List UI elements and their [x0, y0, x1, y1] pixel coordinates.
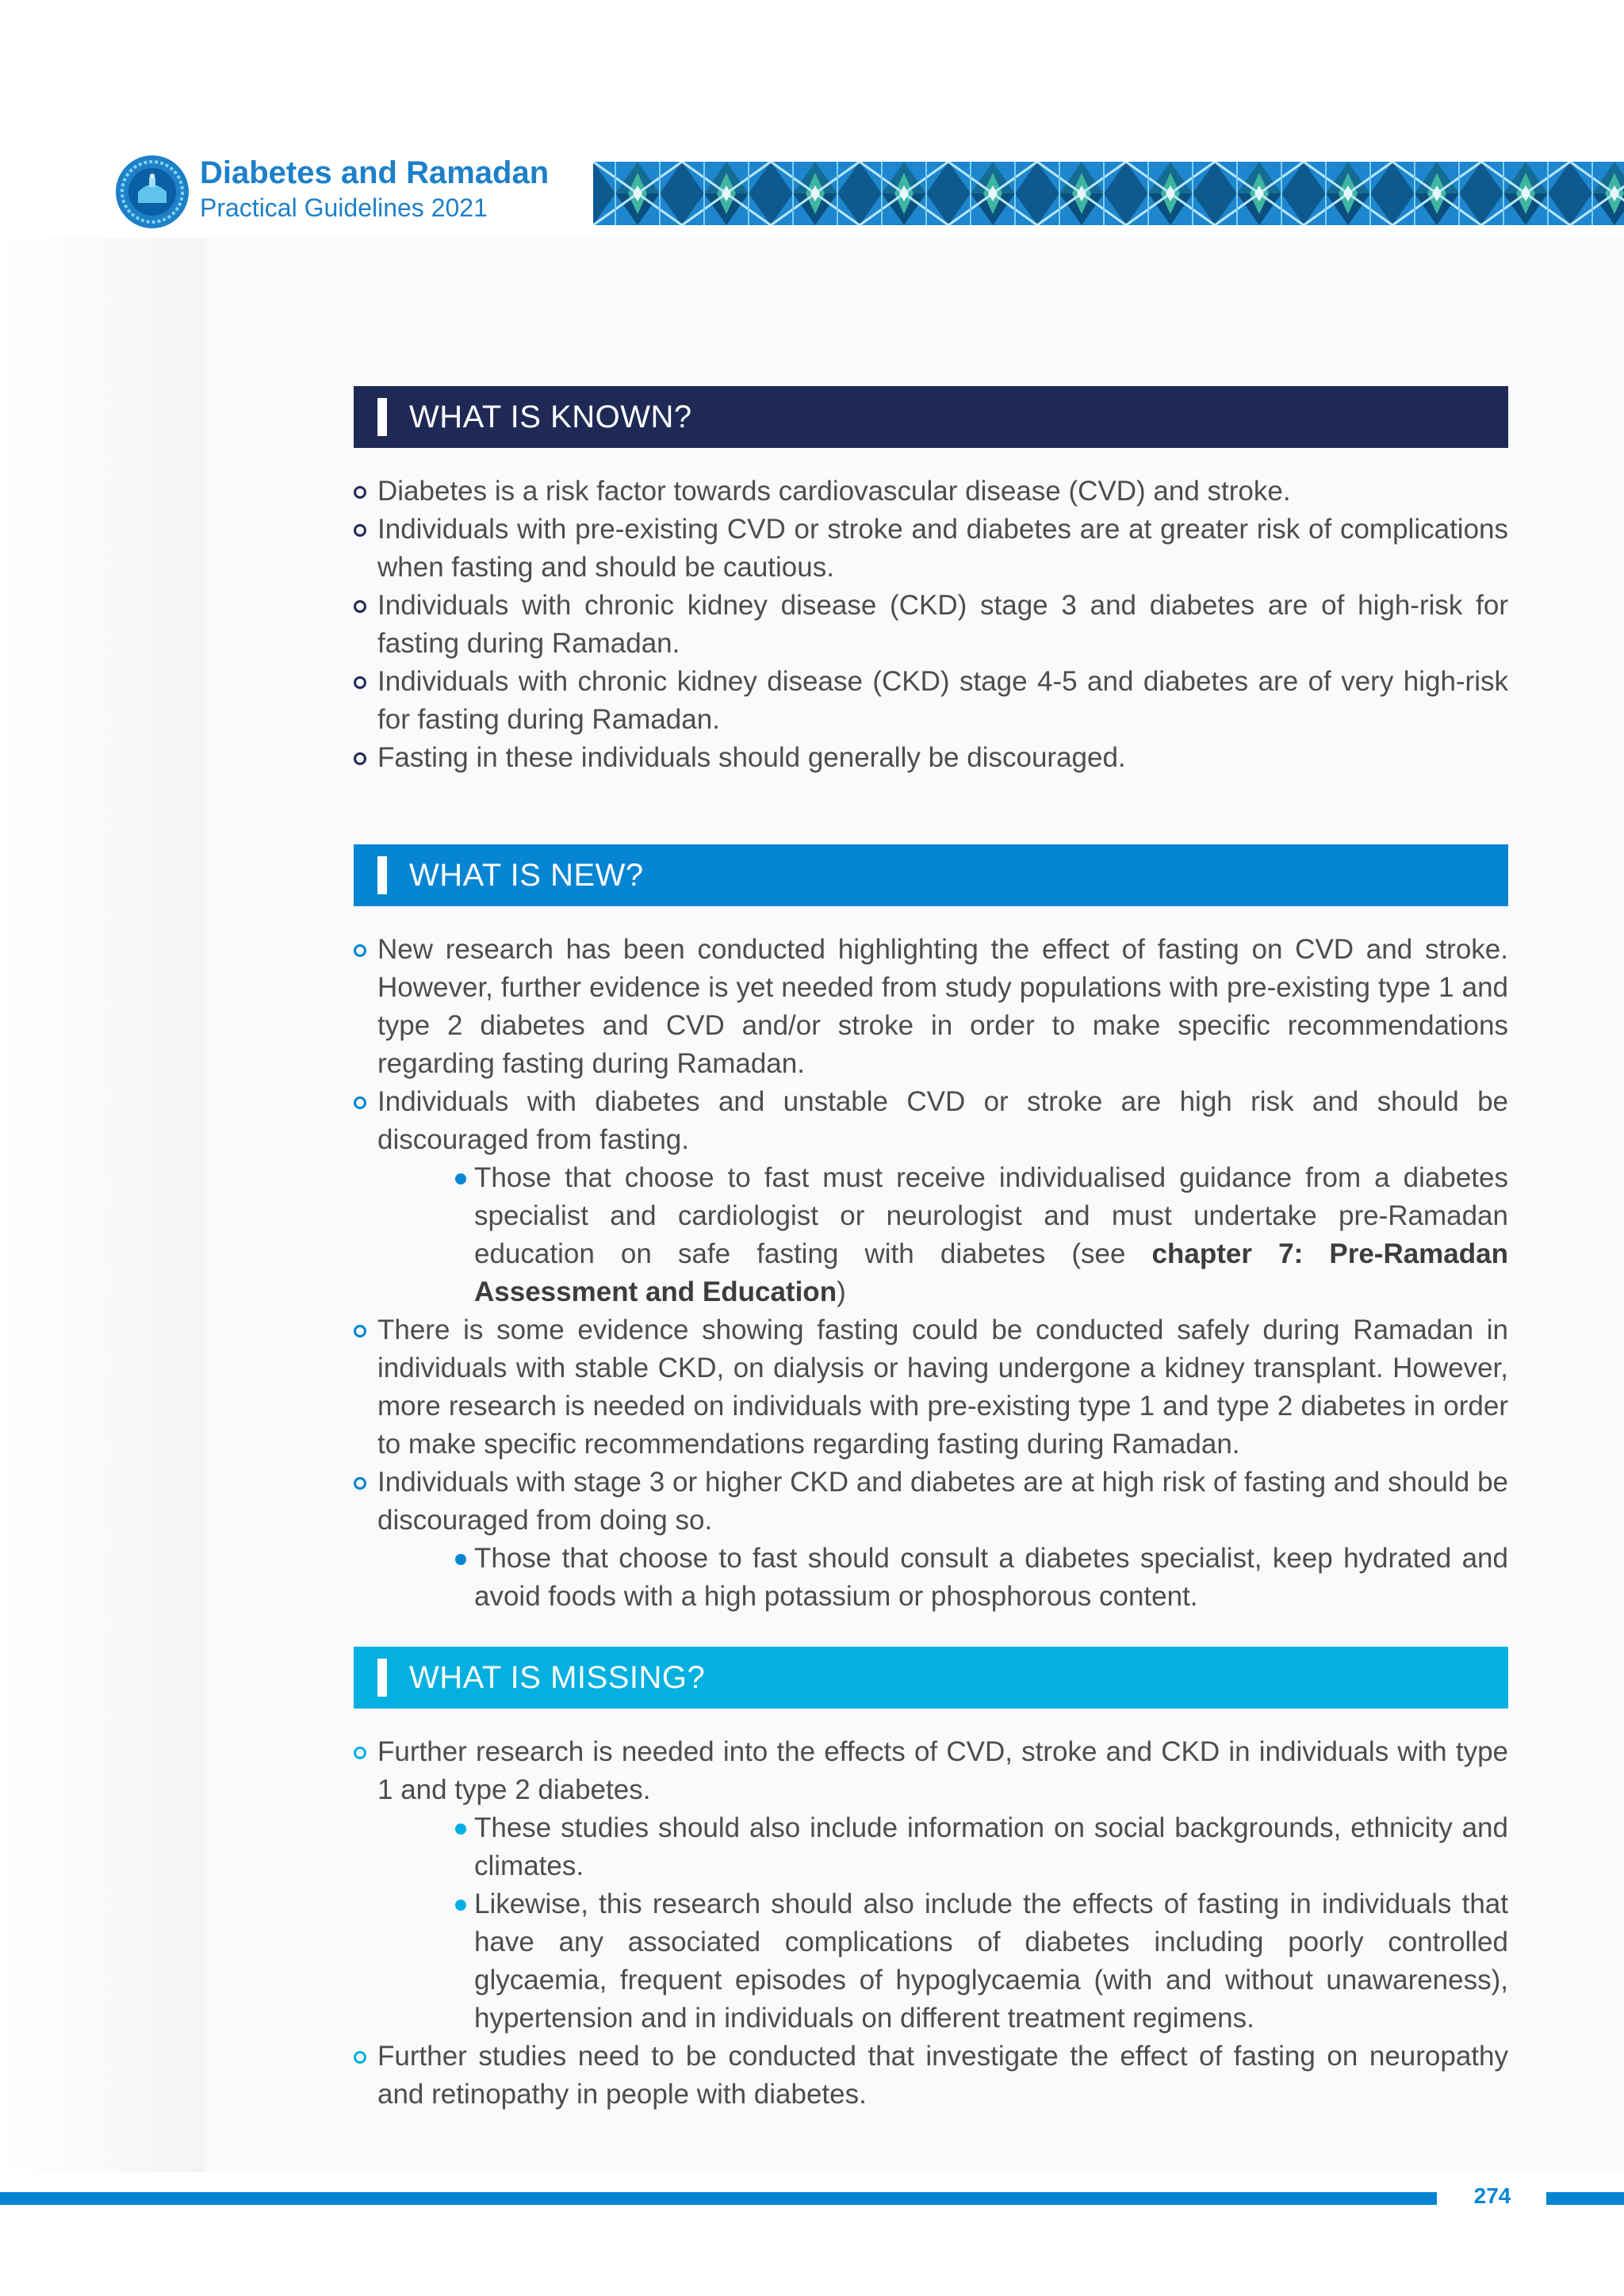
section-title: WHAT IS NEW? — [409, 857, 644, 893]
page-left-shade — [0, 238, 205, 2172]
list-item — [354, 1464, 1508, 1540]
list-item — [354, 739, 1508, 777]
footer-rule-right — [1546, 2192, 1624, 2205]
list-item-text: There is some evidence showing fasting could be conducted safely during Ramadan in individuals with stable CKD, on dialysis or having undergone a kidney transplant. However, more research is needed on individuals with pre-existing type 1 and type 2 diabetes in order to make specific recommendations regarding fasting during Ramadan. — [377, 1314, 1508, 1460]
chapter-reference: chapter 7: Pre-Ramadan Assessment and Education — [474, 1238, 1508, 1307]
circle-bullet-icon — [354, 2051, 366, 2064]
section-header-known — [354, 386, 1508, 448]
sub-list-item — [354, 1540, 1508, 1616]
sub-list-item — [354, 1885, 1508, 2038]
list-item-text: Individuals with pre-existing CVD or stroke and diabetes are at greater risk of complications when fasting and should be cautious. — [377, 514, 1508, 583]
circle-bullet-icon — [354, 752, 366, 765]
section-header-missing — [354, 1647, 1508, 1709]
circle-bullet-icon — [354, 944, 366, 957]
circle-bullet-icon — [354, 524, 366, 537]
circle-bullet-icon — [354, 486, 366, 499]
missing-list — [354, 1733, 1508, 2114]
page-header — [0, 143, 1624, 238]
section-marker — [377, 856, 387, 894]
list-item-text: Individuals with stage 3 or higher CKD and diabetes are at high risk of fasting and should be discouraged from doing so. — [377, 1467, 1508, 1536]
list-item-text: Further studies need to be conducted that investigate the effect of fasting on neuropathy and retinopathy in people with diabetes. — [377, 2041, 1508, 2110]
decorative-pattern-band — [593, 162, 1624, 225]
list-item — [354, 931, 1508, 1083]
list-item — [354, 511, 1508, 587]
list-item — [354, 473, 1508, 511]
sub-list-item — [354, 1159, 1508, 1311]
new-list — [354, 931, 1508, 1616]
mosque-emblem-icon — [114, 154, 190, 230]
list-item — [354, 1083, 1508, 1159]
list-item — [354, 663, 1508, 739]
list-item — [354, 2038, 1508, 2114]
list-item — [354, 1733, 1508, 1809]
dot-bullet-icon — [455, 1554, 466, 1565]
sub-item-text: Those that choose to fast must receive individualised guidance from a diabetes specialist and cardiologist or neurologist and must undertake pre-Ramadan education on safe fasting with diabetes (see — [474, 1162, 1508, 1269]
footer-rule-left — [0, 2192, 1437, 2205]
publication-subtitle: Practical Guidelines 2021 — [200, 193, 488, 222]
page-number: 274 — [1473, 2183, 1511, 2208]
dot-bullet-icon — [455, 1823, 466, 1835]
sub-list-item — [354, 1809, 1508, 1885]
list-item-text: New research has been conducted highlighting the effect of fasting on CVD and stroke. However, further evidence is yet needed from study populations with pre-existing type 1 and type 2 diabetes and CVD and/or stroke in order to make specific recommendations regarding fasting during Ramadan. — [377, 934, 1508, 1079]
circle-bullet-icon — [354, 1477, 366, 1490]
section-marker — [377, 398, 387, 436]
list-item-text: Further research is needed into the effects of CVD, stroke and CKD in individuals with type 1 and type 2 diabetes. — [377, 1736, 1508, 1805]
circle-bullet-icon — [354, 676, 366, 689]
sub-item-text: Those that choose to fast should consult a diabetes specialist, keep hydrated and avoid foods with a high potassium or phosphorous content. — [474, 1543, 1508, 1612]
list-item-text: Fasting in these individuals should generally be discouraged. — [377, 742, 1126, 773]
dot-bullet-icon — [455, 1900, 466, 1911]
sub-item-text: These studies should also include information on social backgrounds, ethnicity and climates. — [474, 1812, 1508, 1881]
section-title: WHAT IS MISSING? — [409, 1659, 706, 1695]
sub-item-text-end: ) — [837, 1276, 846, 1307]
sub-item-text: Likewise, this research should also include the effects of fasting in individuals that have any associated complications of diabetes including poorly controlled glycaemia, frequent episodes of hypoglycaemia (with and without unawareness), hypertension and in individuals on different treatment regimens. — [474, 1888, 1508, 2034]
list-item — [354, 587, 1508, 663]
dot-bullet-icon — [455, 1173, 466, 1184]
section-title: WHAT IS KNOWN? — [409, 399, 692, 434]
list-item-text: Individuals with diabetes and unstable CVD or stroke are high risk and should be discouraged from fasting. — [377, 1086, 1508, 1155]
section-header-new — [354, 844, 1508, 906]
circle-bullet-icon — [354, 600, 366, 613]
publication-title: Diabetes and Ramadan — [200, 155, 550, 190]
circle-bullet-icon — [354, 1747, 366, 1759]
section-marker — [377, 1659, 387, 1697]
known-list — [354, 473, 1508, 777]
circle-bullet-icon — [354, 1325, 366, 1337]
list-item-text: Diabetes is a risk factor towards cardiovascular disease (CVD) and stroke. — [377, 476, 1291, 507]
circle-bullet-icon — [354, 1096, 366, 1109]
list-item-text: Individuals with chronic kidney disease (CKD) stage 3 and diabetes are of high-risk for fasting during Ramadan. — [377, 590, 1508, 659]
list-item-text: Individuals with chronic kidney disease (CKD) stage 4-5 and diabetes are of very high-risk for fasting during Ramadan. — [377, 666, 1508, 735]
list-item — [354, 1311, 1508, 1464]
